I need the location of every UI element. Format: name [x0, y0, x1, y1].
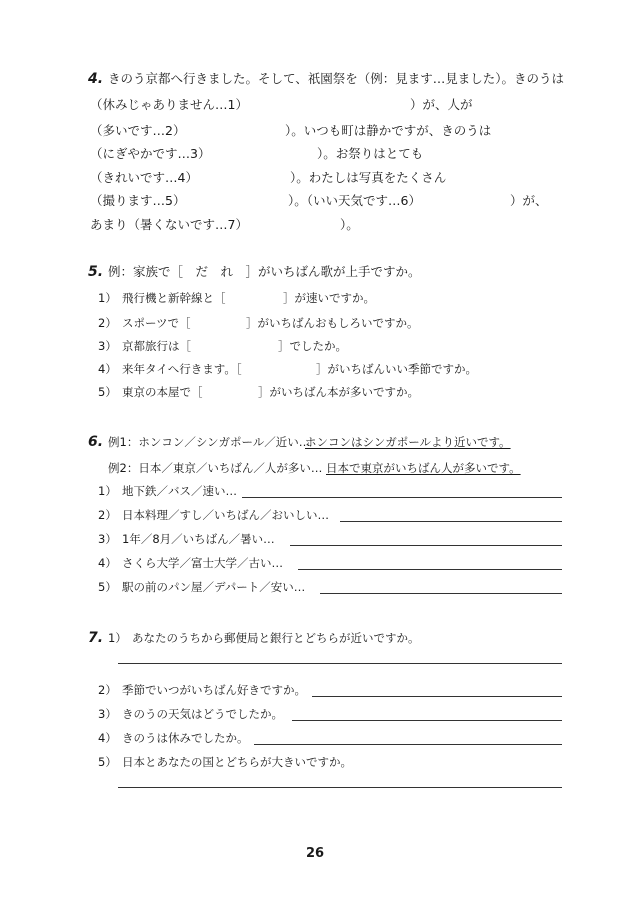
q7-item-4-answer-line[interactable] — [254, 744, 562, 745]
q5-item-5-b: ］がいちばん本が多いですか。 — [258, 385, 419, 399]
q7-item-2-answer-line[interactable] — [312, 696, 562, 697]
q5-item-5-a: 東京の本屋で［ — [122, 385, 203, 399]
q4-number: 4. — [88, 71, 104, 87]
q5-item-2-b: ］がいちばんおもしろいですか。 — [246, 316, 419, 330]
q6-item-2-no: 2） — [98, 508, 117, 522]
page-number: 26 — [306, 846, 325, 861]
q6-item-4-answer-line[interactable] — [298, 569, 562, 570]
q7-item-1-no: 1） — [108, 631, 127, 645]
q6-ex1-answer: ホンコンはシンガポールより近いです。 — [305, 435, 511, 449]
q5-item-4-no: 4） — [98, 362, 117, 376]
q5-item-1-no: 1） — [98, 291, 117, 305]
q4-line-1: きのう京都へ行きました。そして、祇園祭を（例：見ます…見ました）。きのうは — [108, 71, 565, 86]
q6-item-3-text: 1年／8月／いちばん／暑い… — [122, 532, 275, 546]
q7-item-5-text: 日本とあなたの国とどちらが大きいですか。 — [122, 755, 352, 769]
q6-item-3-no: 3） — [98, 532, 117, 546]
q7-item-2-no: 2） — [98, 683, 117, 697]
q4-prompt-5: （撮ります…5） — [90, 193, 186, 208]
q6-item-1-answer-line[interactable] — [242, 497, 562, 498]
q7-item-1-text: あなたのうちから郵便局と銀行とどちらが近いですか。 — [132, 631, 420, 645]
q4-close-2: ）。いつも町は静かですが、きのうは — [285, 123, 492, 138]
q6-ex1-label: 例1：ホンコン／シンガポール／近い… — [108, 435, 311, 449]
q5-item-1-b: ］が速いですか。 — [283, 291, 375, 305]
q4-close-5: ）。（いい天気です…6） — [288, 193, 421, 208]
q4-prompt-2: （多いです…2） — [90, 123, 186, 138]
q6-item-3-answer-line[interactable] — [290, 545, 562, 546]
q7-item-3-no: 3） — [98, 707, 117, 721]
q6-ex2-label: 例2：日本／東京／いちばん／人が多い… — [108, 461, 323, 475]
q6-number: 6. — [88, 434, 104, 450]
q5-item-4-b: ］がいちばんいい季節ですか。 — [316, 362, 477, 376]
q5-item-3-no: 3） — [98, 339, 117, 353]
q4-close-4: ）。わたしは写真をたくさん — [290, 170, 447, 185]
q7-item-4-no: 4） — [98, 731, 117, 745]
q4-close-7: ）。 — [340, 217, 359, 232]
q6-item-2-text: 日本料理／すし／いちばん／おいしい… — [122, 508, 329, 522]
q6-item-4-no: 4） — [98, 556, 117, 570]
q5-item-3-a: 京都旅行は［ — [122, 339, 191, 353]
q5-item-3-b: ］でしたか。 — [278, 339, 347, 353]
q7-item-1-answer-line[interactable] — [118, 663, 562, 664]
q7-number: 7. — [88, 630, 104, 646]
q6-item-5-text: 駅の前のパン屋／デパート／安い… — [122, 580, 306, 594]
q6-item-5-no: 5） — [98, 580, 117, 594]
q4-prompt-3: （にぎやかです…3） — [90, 146, 211, 161]
q5-item-5-no: 5） — [98, 385, 117, 399]
q6-item-4-text: さくら大学／富士大学／古い… — [122, 556, 283, 570]
q6-item-1-no: 1） — [98, 484, 117, 498]
q5-item-2-a: スポーツで［ — [122, 316, 191, 330]
q5-number: 5. — [88, 264, 104, 280]
q5-example: 例：家族で［ だ れ ］がいちばん歌が上手ですか。 — [108, 264, 421, 279]
q4-prompt-7: あまり（暑くないです…7） — [90, 217, 248, 232]
q5-item-2-no: 2） — [98, 316, 117, 330]
q7-item-4-text: きのうは休みでしたか。 — [122, 731, 249, 745]
q7-item-3-text: きのうの天気はどうでしたか。 — [122, 707, 283, 721]
q6-item-1-text: 地下鉄／バス／速い… — [122, 484, 237, 498]
q7-item-3-answer-line[interactable] — [292, 720, 562, 721]
q4-close-3: ）。お祭りはとても — [317, 146, 424, 161]
q6-item-2-answer-line[interactable] — [340, 521, 562, 522]
q7-item-5-no: 5） — [98, 755, 117, 769]
q4-prompt-1: （休みじゃありません…1） — [90, 97, 248, 112]
q7-item-5-answer-line[interactable] — [118, 787, 562, 788]
q5-item-1-a: 飛行機と新幹線と［ — [122, 291, 226, 305]
q4-close-1: ）が、人が — [410, 97, 473, 112]
q4-prompt-4: （きれいです…4） — [90, 170, 198, 185]
q6-ex2-answer: 日本で東京がいちばん人が多いです。 — [326, 461, 521, 475]
q6-item-5-answer-line[interactable] — [320, 593, 562, 594]
q4-close-6: ）が、 — [510, 193, 548, 208]
q7-item-2-text: 季節でいつがいちばん好きですか。 — [122, 683, 306, 697]
q5-item-4-a: 来年タイへ行きます。［ — [122, 362, 242, 376]
